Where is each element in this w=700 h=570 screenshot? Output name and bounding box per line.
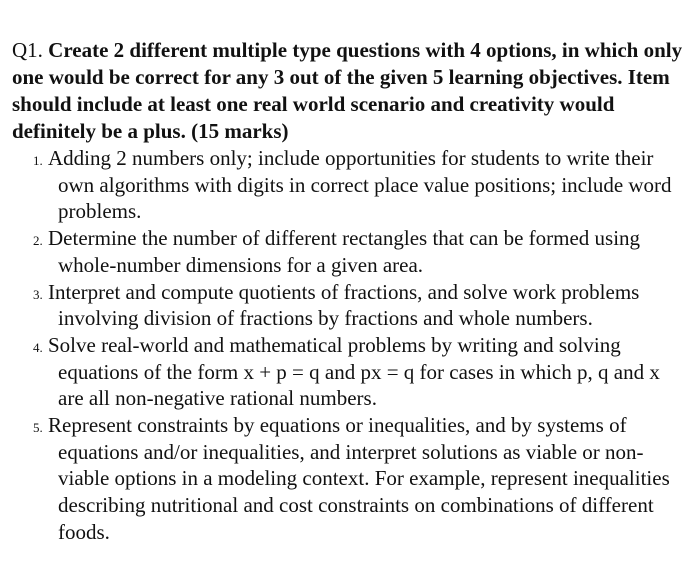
objective-number: 2. xyxy=(33,233,43,249)
learning-objectives-list xyxy=(12,145,688,546)
question-number: Q1. xyxy=(12,38,43,62)
question-heading xyxy=(12,37,688,145)
objective-text: Represent constraints by equations or inequalities, and by systems of equations and/or inequalities, and interpret solutions as viable or non-viable options in a modeling context. For example, represent inequalities describing nutritional and cost constraints on combinations of different foods. xyxy=(48,413,670,544)
question-text: Create 2 different multiple type questions with 4 options, in which only one would be correct for any 3 out of the given 5 learning objectives. Item should include at least one real world scenario and creativity would definitely be a plus. (15 marks) xyxy=(12,38,683,143)
objective-item xyxy=(12,279,688,332)
document-page xyxy=(12,37,688,546)
objective-item xyxy=(12,225,688,278)
objective-number: 3. xyxy=(33,286,43,302)
objective-item xyxy=(12,332,688,412)
objective-text: Determine the number of different rectangles that can be formed using whole-number dimensions for a given area. xyxy=(48,226,641,277)
objective-text: Interpret and compute quotients of fractions, and solve work problems involving division of fractions by fractions and whole numbers. xyxy=(48,279,640,331)
objective-item xyxy=(12,145,688,225)
objective-number: 4. xyxy=(33,339,43,355)
objective-number: 5. xyxy=(33,420,43,436)
objective-text: Adding 2 numbers only; include opportunities for students to write their own algorithms with digits in correct place value positions; include word problems. xyxy=(48,146,672,224)
objective-text: Solve real-world and mathematical problems by writing and solving equations of the form x + p = q and px = q for cases in which p, q and x are all non-negative rational numbers. xyxy=(48,332,660,411)
objective-item xyxy=(12,412,688,546)
objective-number: 1. xyxy=(33,153,43,168)
